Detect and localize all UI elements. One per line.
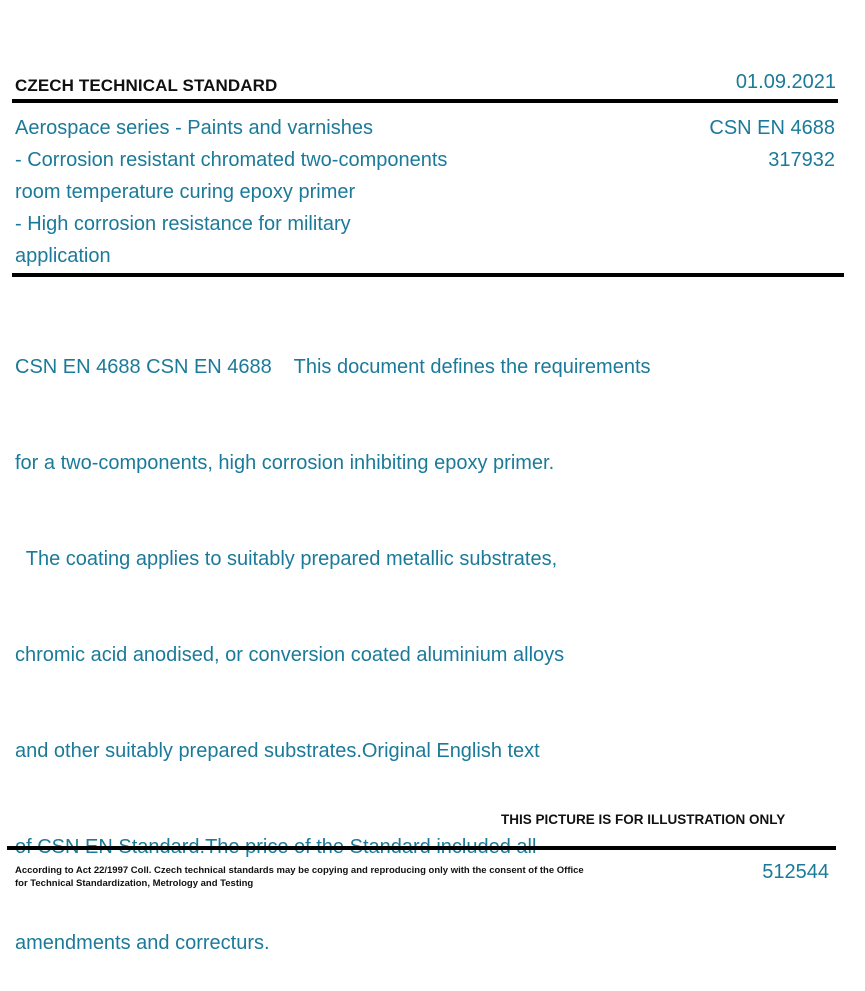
standard-title-line: room temperature curing epoxy primer <box>15 181 356 203</box>
standard-title-line: Aerospace series - Paints and varnishes <box>15 117 373 139</box>
legal-notice <box>15 864 584 890</box>
standard-code: CSN EN 4688 <box>709 117 835 139</box>
description-line: and other suitably prepared substrates.Original English text <box>15 740 540 762</box>
title-divider <box>12 273 844 277</box>
legal-notice-line: According to Act 22/1997 Coll. Czech technical standards may be copying and reproducing only with the consent of the Office <box>15 865 584 876</box>
header-divider <box>12 99 838 103</box>
standard-title <box>15 112 535 272</box>
standard-title-line: - Corrosion resistant chromated two-components <box>15 149 448 171</box>
description-line: chromic acid anodised, or conversion coated aluminium alloys <box>15 644 565 666</box>
standard-identifiers <box>709 112 835 176</box>
description-line: for a two-components, high corrosion inhibiting epoxy primer. <box>15 452 555 474</box>
description-line: CSN EN 4688 CSN EN 4688 This document defines the requirements <box>15 356 651 378</box>
description-line: The coating applies to suitably prepared metallic substrates, <box>15 548 558 570</box>
standard-title-line: application <box>15 245 111 267</box>
publication-date: 01.09.2021 <box>735 71 836 93</box>
standard-number: 317932 <box>768 149 835 171</box>
standard-title-line: - High corrosion resistance for military <box>15 213 351 235</box>
document-type-heading: CZECH TECHNICAL STANDARD <box>15 76 278 95</box>
illustration-disclaimer: THIS PICTURE IS FOR ILLUSTRATION ONLY <box>501 812 786 827</box>
footer-divider <box>7 846 836 850</box>
legal-notice-line: for Technical Standardization, Metrology and Testing <box>15 878 254 889</box>
catalog-number: 512544 <box>762 861 829 883</box>
description-line: amendments and correcturs. <box>15 932 270 954</box>
